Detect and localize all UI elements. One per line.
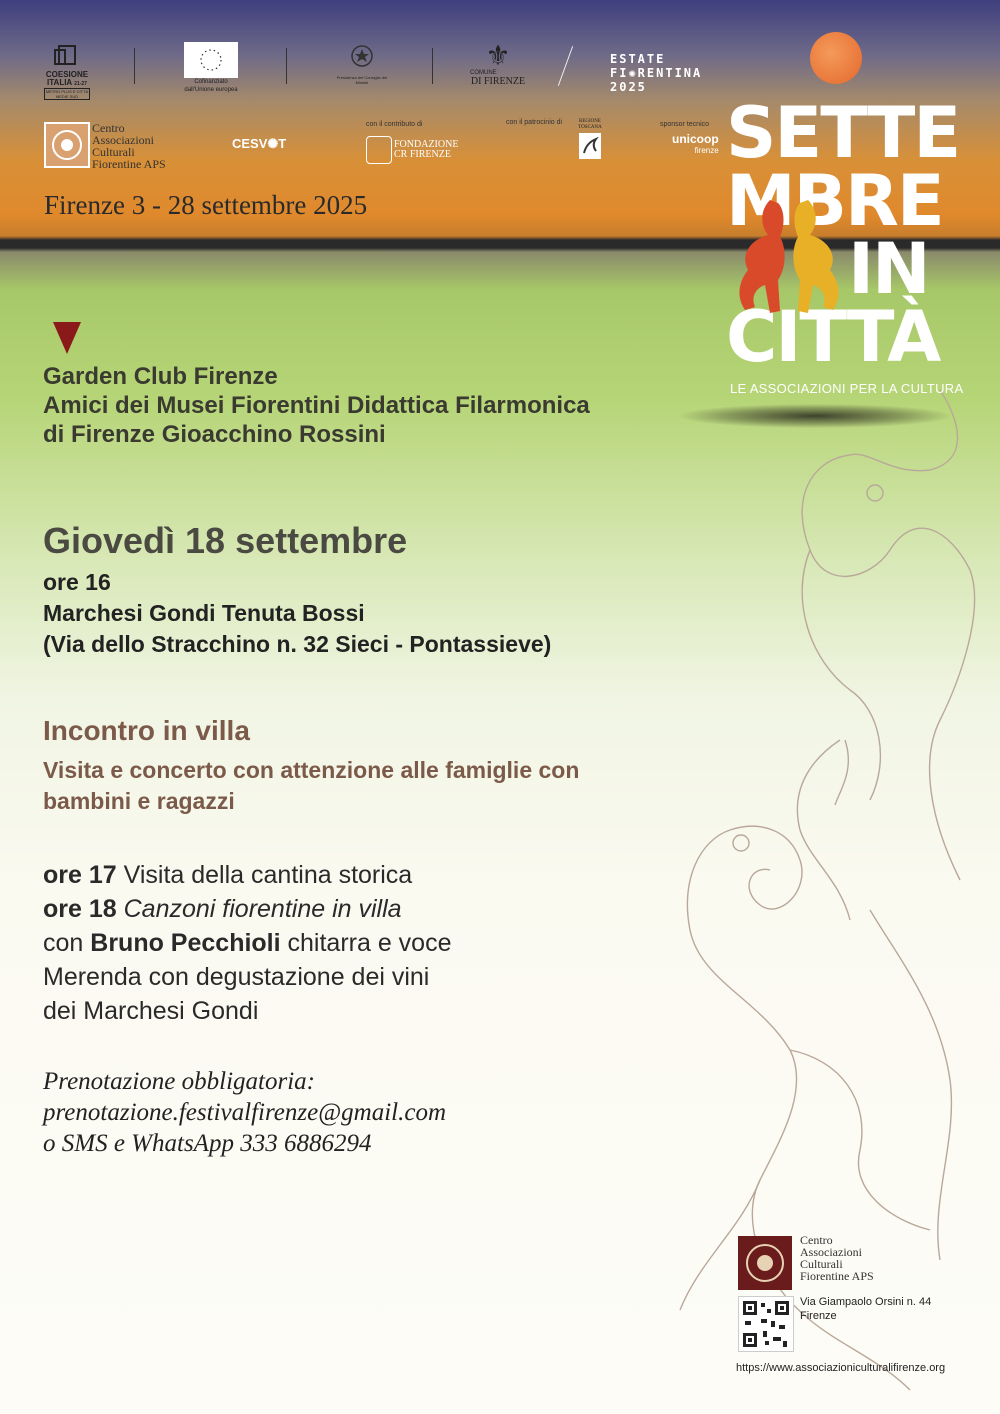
title-line1: SETTE: [726, 92, 960, 174]
qr-code-icon[interactable]: [738, 1296, 794, 1352]
fondazione-icon: [366, 136, 392, 164]
program-text-18: Canzoni fiorentine in villa: [123, 895, 402, 923]
fondazione-logo: [394, 140, 458, 160]
cac-line1: Centro: [92, 121, 125, 135]
regione-line2: TOSCANA: [578, 125, 602, 130]
footer-cac-line2: Associazioni: [800, 1245, 862, 1259]
event-location: [43, 567, 663, 660]
event-day: Giovedì 18 settembre: [43, 520, 408, 561]
footer-cac-line3: Culturali: [800, 1257, 843, 1271]
program-line4: Merenda con degustazione dei vini: [43, 963, 430, 991]
regione-toscana-logo: [574, 119, 606, 159]
unicoop-line1: unicoop: [672, 132, 719, 146]
comune-2: DI FIRENZE: [470, 76, 526, 87]
cac-logo-text: [92, 122, 166, 170]
fleur-de-lis-icon: ⚜: [485, 40, 511, 71]
title-line2: MBRE: [726, 160, 943, 242]
presidenza-logo: [330, 42, 394, 85]
estate-line1: ESTATE: [610, 52, 666, 66]
comune-firenze-logo: [466, 42, 530, 87]
organizer-line1: Garden Club Firenze: [43, 363, 278, 390]
cac-line3: Culturali: [92, 145, 135, 159]
pegasus-icon: [579, 133, 601, 159]
contributo-label: con il contributo di: [366, 121, 423, 128]
booking-phone[interactable]: o SMS e WhatsApp 333 6886294: [43, 1130, 372, 1157]
program-text-17: Visita della cantina storica: [116, 861, 413, 889]
footer-address-line2: Firenze: [800, 1310, 837, 1322]
program-line2: [43, 892, 683, 926]
title-line4: CITTÀ: [726, 296, 940, 378]
footer-cac-line1: Centro: [800, 1233, 833, 1247]
unicoop-line2: firenze: [694, 146, 719, 155]
patrocinio-label: con il patrocinio di: [506, 119, 563, 126]
comune-1: COMUNE: [470, 70, 497, 76]
footer-url-link[interactable]: https://www.associazioniculturalifirenze.org: [736, 1362, 946, 1374]
separator: [432, 48, 433, 84]
program-time-18: ore 18: [43, 895, 117, 923]
unicoop-logo: [672, 134, 719, 156]
footer-cac-line4: Fiorentine APS: [800, 1269, 874, 1283]
eu-logo: [180, 42, 242, 94]
separator: [134, 48, 135, 84]
event-venue: Marchesi Gondi Tenuta Bossi: [43, 600, 365, 626]
estate-line3: 2025: [610, 80, 647, 94]
coesione-italia-logo: [44, 42, 90, 100]
villa-sub-line2: bambini e ragazzi: [43, 788, 235, 814]
title-shadow: [680, 404, 950, 428]
villa-sub-line1: Visita e concerto con attenzione alle famiglie con: [43, 757, 580, 783]
coesione-line1: COESIONE: [45, 70, 89, 79]
tagline: LE ASSOCIAZIONI PER LA CULTURA: [730, 381, 964, 396]
coesione-cube-icon: [53, 42, 81, 68]
booking-line1: Prenotazione obbligatoria:: [43, 1068, 315, 1095]
organizer-line2: Amici dei Musei Fiorentini Didattica Filarmonica: [43, 392, 590, 419]
program-line1: [43, 858, 683, 892]
date-line: Firenze 3 - 28 settembre 2025: [44, 190, 368, 220]
coesione-sub: METRO PLUS E CITTÀ MEDIE SUD: [45, 89, 89, 99]
program: [43, 858, 683, 1028]
program-pre: con: [43, 929, 91, 957]
presidenza-caption: Presidenza del Consiglio dei Ministri: [336, 75, 388, 85]
organizer-line3: di Firenze Gioacchino Rossini: [43, 421, 386, 448]
eu-flag-icon: [184, 42, 238, 78]
sponsor-label: sponsor tecnico: [660, 121, 710, 128]
eu-caption-1: Cofinanziato: [194, 79, 228, 85]
footer-address: [800, 1295, 931, 1323]
estate-line2: FI✺RENTINA: [610, 66, 703, 80]
separator: [286, 48, 287, 84]
organizers: [43, 362, 663, 449]
event-address: (Via dello Stracchino n. 32 Sieci - Pontassieve): [43, 631, 552, 657]
program-line3: [43, 926, 683, 960]
performer-name: Bruno Pecchioli: [90, 929, 281, 957]
footer-cac-emblem-icon: [738, 1236, 792, 1290]
dancing-figures-icon: [730, 195, 845, 320]
coesione-line2: ITALIA: [47, 78, 72, 87]
fondazione-line1: FONDAZIONE: [394, 139, 459, 150]
sun-circle: [810, 32, 862, 84]
regione-line1: REGIONE: [579, 119, 601, 124]
eu-caption-2: dall'Unione europea: [184, 87, 238, 93]
program-post: chitarra e voce: [280, 929, 452, 957]
footer-address-line1: Via Giampaolo Orsini n. 44: [800, 1296, 932, 1308]
cac-line4: Fiorentine APS: [92, 157, 166, 171]
cesvot-logo: CESV✺T: [232, 136, 287, 151]
cac-emblem-icon: [44, 122, 90, 168]
footer-cac-text: [800, 1234, 874, 1282]
emblem-italy-icon: [349, 42, 375, 72]
fondazione-line2: CR FIRENZE: [394, 149, 451, 160]
villa-title: Incontro in villa: [43, 715, 250, 746]
coesione-years: 21-27: [74, 81, 87, 87]
cac-line2: Associazioni: [92, 133, 154, 147]
booking: [43, 1066, 683, 1159]
booking-email[interactable]: prenotazione.festivalfirenze@gmail.com: [43, 1099, 447, 1126]
villa-subtitle: [43, 755, 683, 817]
program-time-17: ore 17: [43, 861, 117, 889]
estate-fiorentina-logo: [610, 52, 702, 94]
program-line5: dei Marchesi Gondi: [43, 997, 259, 1025]
event-time: ore 16: [43, 569, 111, 595]
title-line3: IN: [848, 228, 929, 310]
red-triangle-icon: [53, 322, 83, 356]
